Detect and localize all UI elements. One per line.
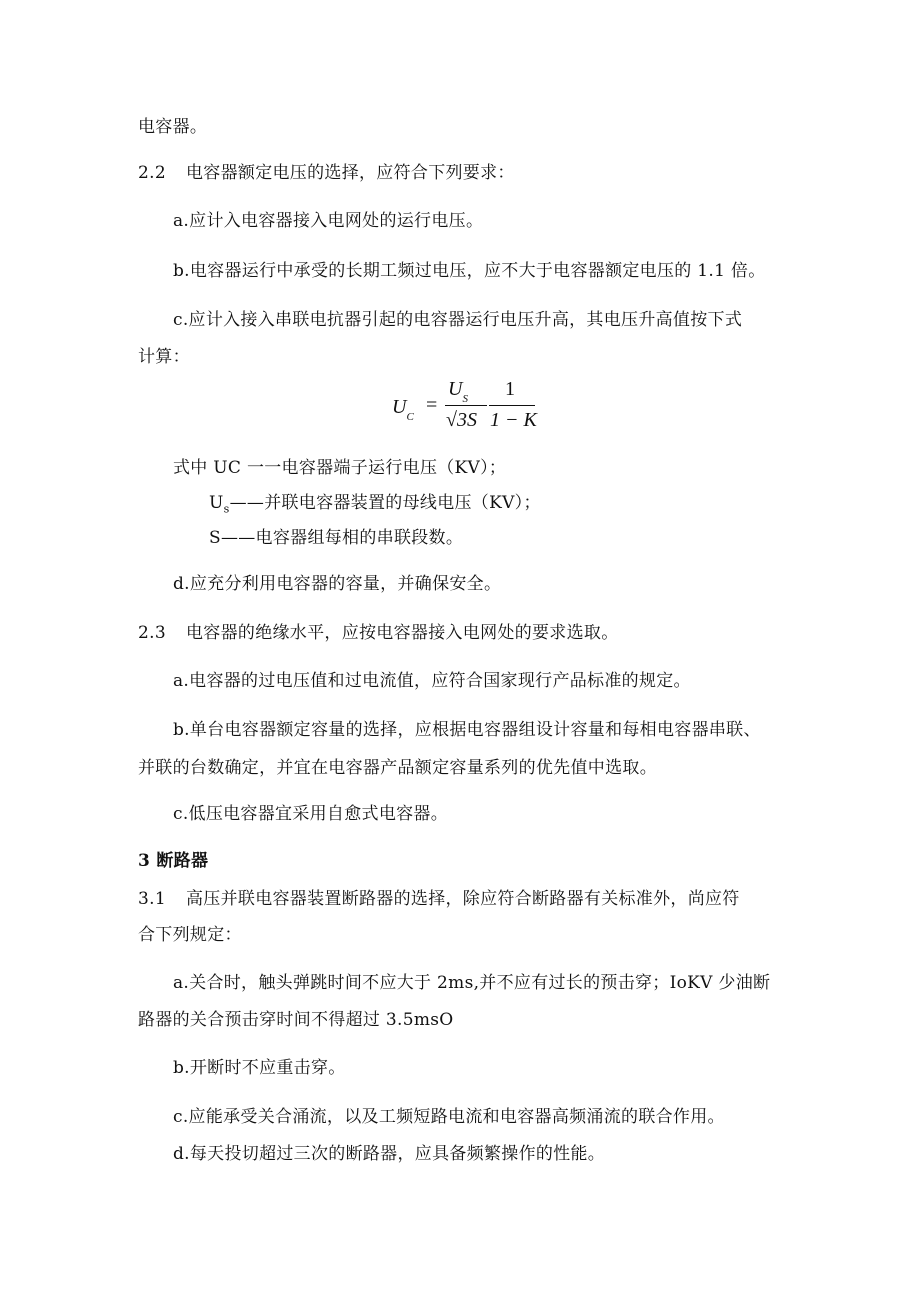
section-number: 2.3: [138, 623, 166, 643]
section-2-3: [138, 622, 619, 644]
section-text: 电容器额定电压的选择，应符合下列要求：: [186, 163, 515, 183]
item-b: b.电容器运行中承受的长期工频过电压，应不大于电容器额定电压的 1.1 倍。: [173, 261, 766, 281]
formula-numerator-2: 1: [505, 378, 515, 400]
section-text: 电容器的绝缘水平，应按电容器接入电网处的要求选取。: [186, 623, 619, 643]
formula-numerator-1: $U_S$: [448, 378, 468, 405]
item-b: b.开断时不应重击穿。: [173, 1058, 346, 1078]
formula-denominator-1: √3S: [446, 409, 477, 431]
fraction-bar-2: [489, 405, 535, 406]
section-2-2: [138, 162, 515, 184]
item-a-cont: 路器的关合预击穿时间不得超过 3.5msO: [138, 1010, 454, 1030]
section-3-1: [138, 888, 740, 910]
section-number: 2.2: [138, 163, 166, 183]
voltage-formula: [388, 378, 538, 438]
section-text: 高压并联电容器装置断路器的选择，除应符合断路器有关标准外，尚应符: [186, 889, 740, 909]
where-line-1: 式中 UC 一一电容器端子运行电压（KV）；: [173, 458, 507, 478]
item-b: b.单台电容器额定容量的选择，应根据电容器组设计容量和每相电容器串联、: [173, 720, 761, 740]
item-c: c.低压电容器宜采用自愈式电容器。: [173, 804, 449, 824]
where-line-3: S——电容器组每相的串联段数。: [209, 528, 464, 548]
item-c-cont: 计算：: [138, 347, 190, 367]
item-d: d.应充分利用电容器的容量，并确保安全。: [173, 574, 502, 594]
fraction-bar-1: [445, 405, 487, 406]
where-line-2: $U_s——$并联电容器装置的母线电压（KV）；: [209, 493, 541, 516]
item-d: d.每天投切超过三次的断路器，应具备频繁操作的性能。: [173, 1144, 606, 1164]
item-a: a.关合时，触头弹跳时间不应大于 2ms,并不应有过长的预击穿；IoKV 少油断: [173, 973, 771, 993]
item-c: c.应计入接入串联电抗器引起的电容器运行电压升高，其电压升高值按下式: [173, 310, 743, 330]
formula-equals: =: [426, 394, 438, 416]
section-number: 3.1: [138, 889, 166, 909]
section-3-1-cont: 合下列规定：: [138, 925, 242, 945]
formula-denominator-2: 1 − K: [490, 409, 537, 431]
item-b-cont: 并联的台数确定，并宜在电容器产品额定容量系列的优先值中选取。: [138, 758, 657, 778]
formula-lhs: $U_C$: [392, 396, 414, 423]
item-c: c.应能承受关合涌流，以及工频短路电流和电容器高频涌流的联合作用。: [173, 1107, 725, 1127]
text-line: 电容器。: [138, 117, 208, 137]
heading-3: 3 断路器: [138, 851, 209, 871]
item-a: a.应计入电容器接入电网处的运行电压。: [173, 211, 484, 231]
item-a: a.电容器的过电压值和过电流值，应符合国家现行产品标准的规定。: [173, 671, 691, 691]
